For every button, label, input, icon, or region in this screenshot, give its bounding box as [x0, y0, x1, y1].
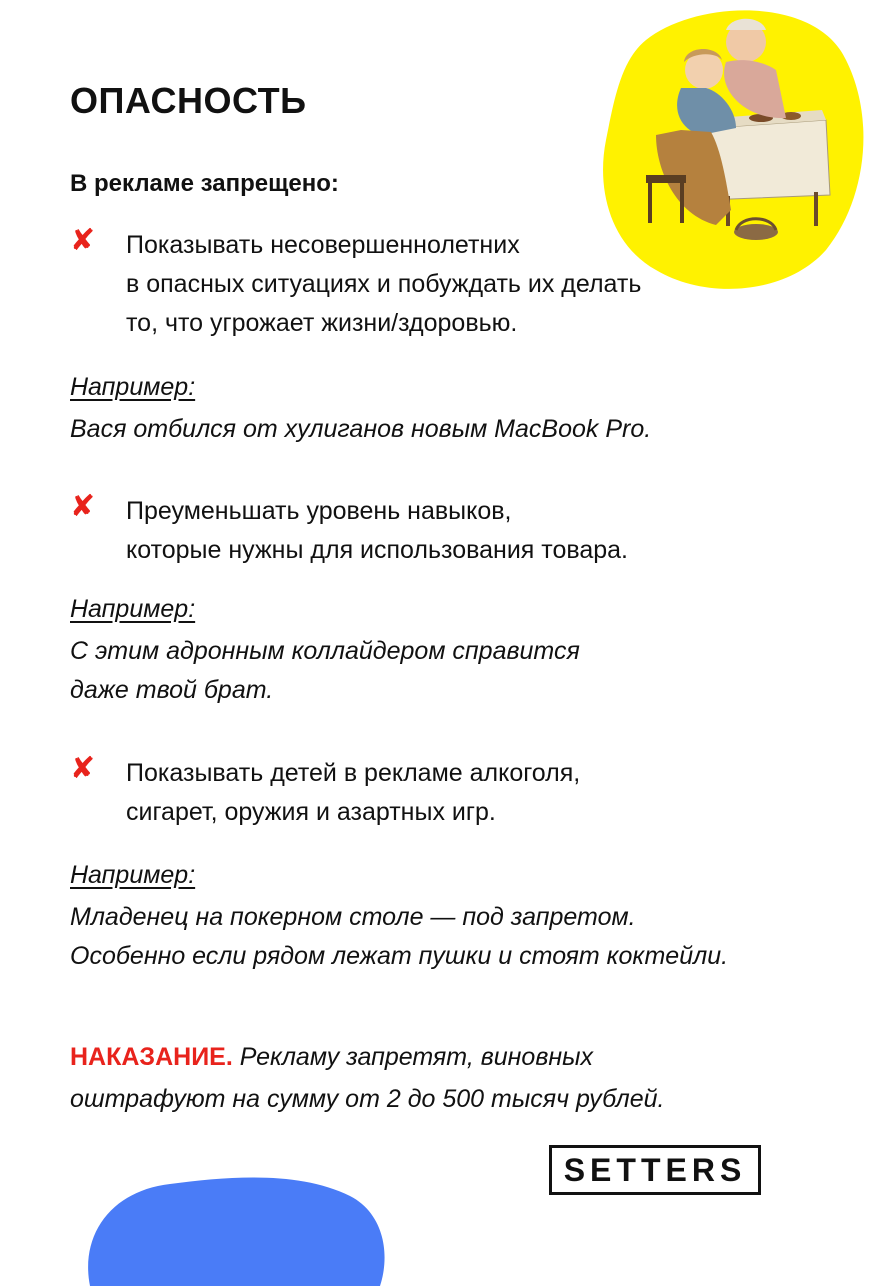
penalty-text: Рекламу запретят, виновных оштрафуют на сумму от 2 до 500 тысяч рублей. [70, 1043, 665, 1113]
section-subtitle: В рекламе запрещено: [70, 170, 339, 197]
penalty-block [70, 1036, 830, 1120]
example-label: Например: [70, 373, 196, 401]
example-text: Вася отбился от хулиганов новым MacBook Pro. [70, 415, 652, 443]
rule-item [70, 226, 850, 343]
rule-item [70, 754, 850, 832]
example-text: С этим адронным коллайдером справится даже твой брат. [70, 637, 580, 704]
example-text: Младенец на покерном столе — под запретом. Особенно если рядом лежат пушки и стоят коктейли. [70, 903, 729, 970]
rule-text: Показывать детей в рекламе алкоголя, сигарет, оружия и азартных игр. [126, 759, 581, 826]
rule-item [70, 492, 850, 570]
page-title: ОПАСНОСТЬ [70, 80, 307, 121]
cross-icon: ✘ [70, 224, 96, 257]
cross-icon: ✘ [70, 490, 96, 523]
example-block [70, 858, 860, 976]
example-label: Например: [70, 595, 196, 623]
penalty-label: НАКАЗАНИЕ. [70, 1043, 233, 1071]
rule-text: Показывать несовершеннолетних в опасных ситуациях и побуждать их делать то, что угрожает жизни/здоровью. [126, 231, 642, 337]
blue-blob-decoration [80, 1176, 390, 1286]
example-block [70, 592, 860, 710]
setters-logo: SETTERS [549, 1145, 761, 1195]
rule-text: Преуменьшать уровень навыков, которые нужны для использования товара. [126, 497, 629, 564]
example-block [70, 370, 860, 449]
cross-icon: ✘ [70, 752, 96, 785]
example-label: Например: [70, 861, 196, 889]
